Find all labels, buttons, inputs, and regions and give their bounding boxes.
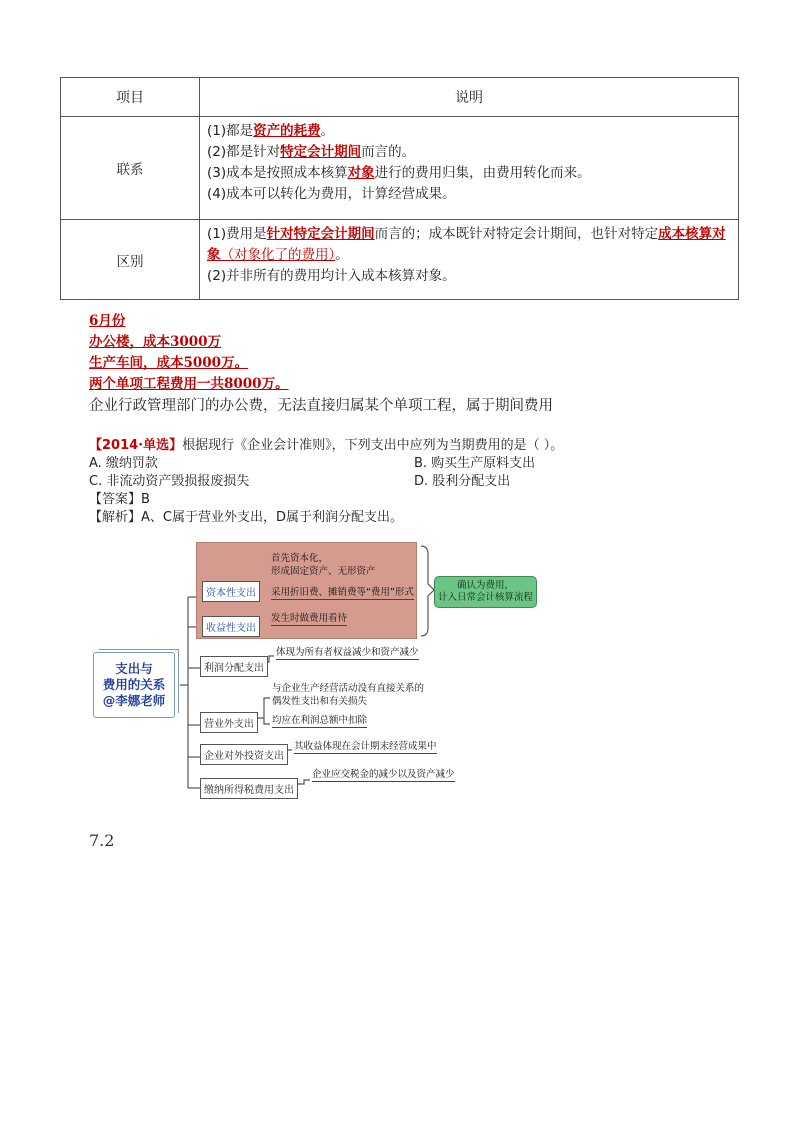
option-c: C. 非流动资产毁损报废损失 (89, 474, 250, 489)
note-period-expense: 企业行政管理部门的办公费，无法直接归属某个单项工程，属于期间费用 (89, 398, 553, 414)
root-line-1: 支出与 (115, 661, 153, 676)
table-row (61, 117, 739, 220)
question-stem: 【2014·单选】根据现行《企业会计准则》，下列支出中应列为当期费用的是（ ）。 (89, 438, 564, 453)
leaf-depreciation: 采用折旧费、摊销费等“费用”形式 (271, 587, 414, 598)
leaf-period-end-result: 其收益体现在会计期末经营成果中 (294, 741, 437, 752)
row-desc-difference (200, 220, 739, 300)
node-profit-distribution: 利润分配支出 (200, 656, 268, 677)
note-month: 6月份 (89, 313, 126, 329)
note-office: 办公楼，成本3000万 (89, 334, 222, 350)
root-line-2: 费用的关系 (102, 677, 166, 692)
node-capital-expenditure: 资本性支出 (202, 581, 260, 602)
analysis: 【解析】A、C属于营业外支出，D属于利润分配支出。 (89, 510, 403, 525)
relation-line-1: (1)都是资产的耗费。 (207, 123, 335, 139)
note-total: 两个单项工程费用一共8000万。 (89, 376, 289, 392)
header-item: 项目 (61, 78, 200, 117)
answer: 【答案】B (89, 492, 150, 507)
option-d: D. 股利分配支出 (414, 474, 511, 489)
note-workshop: 生产车间，成本5000万。 (89, 355, 249, 371)
root-line-3: @李娜老师 (102, 693, 166, 708)
leaf-capitalize: 首先资本化， 形成固定资产、无形资产 (271, 553, 376, 577)
node-revenue-expenditure: 收益性支出 (202, 616, 260, 637)
recognize-expense-box: 确认为费用， 计入日常会计核算流程 (434, 576, 537, 608)
exam-question (89, 437, 729, 527)
table-header-row (61, 78, 739, 117)
table-row (61, 220, 739, 300)
leaf-equity-decrease: 体现为所有者权益减少和资产减少 (276, 647, 419, 658)
option-a: A. 缴纳罚款 (89, 456, 158, 471)
difference-line-2: (2)并非所有的费用均计入成本核算对象。 (207, 268, 456, 284)
node-income-tax: 缴纳所得税费用支出 (200, 778, 298, 799)
leaf-tax-decrease: 企业应交税金的减少以及资产减少 (312, 769, 455, 780)
node-non-operating: 营业外支出 (200, 712, 258, 733)
comparison-table (60, 77, 739, 300)
leaf-deduct-from-profit: 均应在利润总额中扣除 (272, 715, 368, 726)
row-label-difference: 区别 (61, 220, 200, 300)
option-b: B. 购买生产原料支出 (414, 456, 536, 471)
section-number: 7.2 (89, 831, 115, 850)
node-external-investment: 企业对外投资支出 (200, 744, 288, 765)
header-description: 说明 (200, 78, 739, 117)
leaf-occasional-loss: 与企业生产经营活动没有直接关系的 偶发性支出和有关损失 (272, 683, 425, 707)
difference-line-1: (1)费用是针对特定会计期间而言的；成本既针对特定会计期间，也针对特定成本核算对象（对象化了的费用）。 (207, 226, 726, 263)
example-notes (89, 311, 553, 417)
relation-line-2: (2)都是针对特定会计期间而言的。 (207, 144, 416, 160)
relation-line-3: (3)成本是按照成本核算对象进行的费用归集，由费用转化而来。 (207, 165, 591, 181)
mind-map (88, 540, 548, 805)
question-tag: 【2014·单选】 (89, 438, 183, 453)
leaf-expense-when-incurred: 发生时做费用看待 (271, 613, 348, 624)
row-desc-relation (200, 117, 739, 220)
relation-line-4: (4)成本可以转化为费用，计算经营成果。 (207, 186, 456, 202)
row-label-relation: 联系 (61, 117, 200, 220)
mind-map-root (93, 652, 175, 718)
